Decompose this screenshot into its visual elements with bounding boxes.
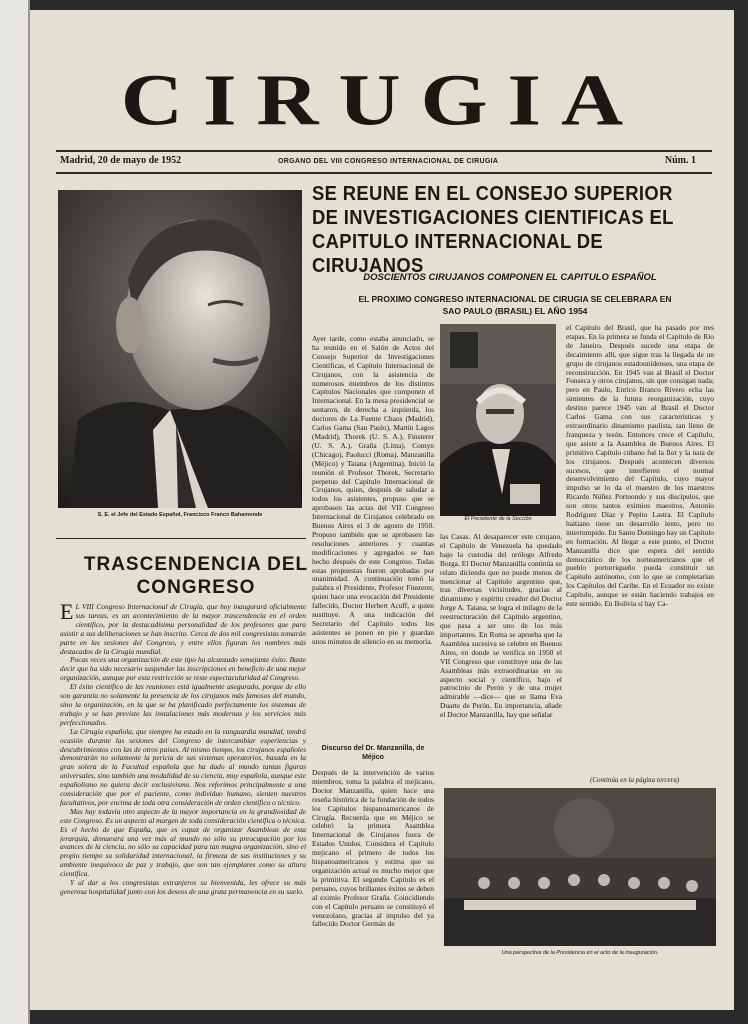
editorial-paragraph-2: Pocas veces una organización de este tipo ha alcanzado semejante éxito. Baste decir que ha sido necesario suspender las inscripciones en beneficio de una mejor organización, aunque por esta restricción se reste espectacularidad al Congreso. xyxy=(60,655,306,683)
newspaper-page xyxy=(30,10,734,1010)
manzanilla-subhead: Discurso del Dr. Manzanilla, de Méjico xyxy=(321,745,425,761)
editorial-title: TRASCENDENCIA DEL CONGRESO xyxy=(83,554,309,598)
dateline-date: Madrid, 20 de mayo de 1952 xyxy=(60,155,182,166)
franco-photo-caption: S. E. el Jefe del Estado Español, Francisco Franco Bahamonde xyxy=(97,512,263,518)
presidency-photo xyxy=(444,788,716,946)
lead-column-1b: Después de la intervención de varios miembros, toma la palabra el mejicano, Doctor Manzanilla, quien hace una reseña histórica de la fundación de todos los Capítulos hispanoamericanos de Cirugía. Recuerda que en Méjico se celebró la primera Asamblea Internacional de Cirujanos fuera de Estados Unidos. Considera el Capítulo mejicano el primero de todos los hispanoamericanos y estima que su organización actual es mucho mejor que la primitiva. El segundo Capítulo es el peruano, cuyos brillantes éxitos se deben al eximio Profesor Graña. Coincidiendo con el Capítulo peruano se constituyó el venezolano, gracias al impulso del ya fallecido Doctor Germán de xyxy=(312,769,434,929)
franco-portrait-photo xyxy=(58,190,302,508)
masthead-title: CIRUGIA xyxy=(120,59,644,141)
thorek-photo-caption: El Presidente de la Sección xyxy=(464,516,532,522)
dateline-organ: ORGANO DEL VIII CONGRESO INTERNACIONAL DE CIRUGIA xyxy=(278,158,499,165)
editorial-paragraph-5: Mas hay todavía otro aspecto de la mayor importancia en la grandiosidad de este Congreso. Es un aspecto al margen de toda consideración científica o técnica. Es el hecho de que España, que es capaz de organizar Asambleas de esta jerarquía, demuestra una vez más al mundo no sólo su preocupación por los avances de la ciencia, no sólo su capacidad para tan magna organización, sino el propio tiempo su solidaridad internacional, la firmeza de sus instituciones y su ambiente inequívoco de paz y trabajo, que son tan ejemplares como su altura científica. xyxy=(60,806,306,879)
lead-column-1: Ayer tarde, como estaba anunciado, se ha reunido en el Salón de Actos del Consejo Superior de Investigaciones Científicas, el Capítulo Internacional de Cirujanos, con la asistencia de numerosos miembros de los distintos Capítulos Nacionales que componen el Internacional. En la mesa presidencial se sentaron, de derecha a izquierda, los doctores de La Fuente Chaos (Madrid), Carlos Gama (San Paulo), Martín Lagos (Madrid), Thorek (U. S. A.), Finsterer (U. S. A.), Graña (Lima), Comyn (Chicago), Paolucci (Roma), Manzanilla (Méjico) y Taiana (Argentina). Inició la reunión el Profesor Thorek, Secretario perpetuo del Capítulo Internacional de Cirujanos, quien, después de saludar a todos los asistentes, propuso que se aprobasen las actas del VII Congreso Internacional de Cirujanos celebrado en Buenos Aires el 3 de agosto de 1950. Propuso también que se aprobasen las resoluciones anteriores y cuantas modificaciones y agregados se han hecho después de este Congreso. Todas estas propuestas fueron aprobadas por unanimidad. A continuación tomó la palabra el Presidente, Profesor Finsterer, quien hace una evocación del Presidente fallecido, Doctor Herbert Acuff, a quien sustituye. A una indicación del Secretario del Capítulo todos los asistentes se ponen en pie y guardan unos minutos de silencio en su memoria. xyxy=(312,335,434,646)
book-binding-edge xyxy=(0,0,30,1024)
lead-subhead-2: EL PROXIMO CONGRESO INTERNACIONAL DE CIRUGIA SE CELEBRARA EN SAO PAULO (BRASIL) EL AÑO 1954 xyxy=(358,294,672,316)
editorial-body xyxy=(60,603,306,981)
editorial-paragraph-4: La Cirugía española, que siempre ha estado en la vanguardia mundial, tendrá ocasión durante las sesiones del Congreso de intercambiar experiencias y descubrimientos con las de otros países. Al mismo tiempo, los cirujanos españoles demostrarán no solamente la pericia de sus sistemas operatorios, basada en la gran solera de la Facultad española que ha dado al mundo tantas figuras universales, sino también una modalidad de su ciencia, muy española, aunque este españolismo no quiera decir exclusivismo. Nos referimos principalmente a una consideración que por el paciente, como individuo humano, sienten nuestros facultativos, por encima de toda otra consideración de orden científico o técnico. xyxy=(60,726,306,807)
masthead-rule-top xyxy=(56,150,712,152)
lead-subhead-1: DOSCIENTOS CIRUJANOS COMPONEN EL CAPITULO ESPAÑOL xyxy=(363,272,657,283)
editorial-paragraph-1: L VIII Congreso Internacional de Cirugía, que hoy inaugurará oficialmente sus tareas, es un acontecimiento de la mayor trascendencia en el orden científico, por la destacadísima personalidad de los profesores que para asistir a sus deliberaciones se han inscrito. Cerca de dos mil congresistas tomarán parte en las sesiones del Congreso, y entre ellos figuran los nombres más destacados de la Cirugía mundial. xyxy=(60,603,306,656)
dateline-issue-number: Núm. 1 xyxy=(664,155,696,166)
masthead-rule-bottom xyxy=(56,172,712,174)
thorek-photo xyxy=(440,324,556,516)
editorial-paragraph-6: Y al dar a los congresistas extranjeros su bienvenida, les ofrece su más generosa hospitalidad junto con los deseos de una grata permanencia en su suelo. xyxy=(60,878,306,896)
lead-headline: SE REUNE EN EL CONSEJO SUPERIOR DE INVESTIGACIONES CIENTIFICAS EL CAPITULO INTERNACIONAL DE CIRUJANOS xyxy=(312,183,674,277)
presidency-photo-caption: Una perspectiva de la Presidencia en el acto de la inauguración. xyxy=(501,950,659,956)
editorial-dropcap: E xyxy=(60,603,74,624)
editorial-top-rule xyxy=(56,538,306,539)
editorial-paragraph-3: El éxito científico de las reuniones está igualmente asegurado, porque de ello son garantía no solamente la presencia de los cirujanos más famosos del mundo, sino la organización, en la que se ha planificado perfectamente los sistemas de trabajo y se han previsto las instalaciones más modernas y los servicios más perfeccionados. xyxy=(60,682,306,727)
lead-column-3: el Capítulo del Brasil, que ha pasado por tres etapas. En la primera se funda el Capítulo de Río de Janeiro. Después sucede una etapa de decaimiento allí, que sigue tras la llegada de un grupo de cirujanos estadounidenses, una etapa de reconstrucción. En 1945 van al Brasil el Doctor Fonseca y otros cirujanos, sin que consigan nada; pero en Paulo, Enrico Branco Rivero echa las simientes de la futura reorganización, cuyo destino parece 1945 van al Brasil el Doctor Carlos Gama con sus características y extraordinario dinamismo paulista, tan lleno de franqueza y tesón. Entonces crece el Capítulo, que asiste a la Asamblea de Buenos Aires. El primitivo Capítulo cubano fué la flor y la nata de los cirujanos. Después acontecen diversos sucesos, que interfieren el normal desenvolvimiento del Capítulo, cuyo mayor impulso se lo da el maestro de los maestros Ricardo Núñez Portuondo y sus discípulos, que son otros tantos eximios maestros, Antonio Rodríguez Díaz y Pepito Lastra. El Capítulo haitiano tiene un desarrollo lento, pero no interrumpido. En Santo Domingo hay un Capítulo en formación. Al llegar a este punto, el Doctor Manzanilla dice que espera del sentido democrático de los norteamericanos que el pueblo portorriqueño pueda constituir un Capítulo autónomo, con lo que se completarían los Capítulos del Caribe. En el Ecuador no existe Capítulo, aunque se están haciendo trabajos en este sentido. En Bolivia sí hay Ca- xyxy=(566,324,714,609)
lead-column-2: las Casas. Al desaparecer este cirujano, el Capítulo de Venezuela ha quedado bajo la custodia del urólogo Alfredo Borga. El Doctor Manzanilla continúa su relato diciendo que no puede menos de mencionar al Capítulo argentino que, tras diversas vicisitudes, gracias al dinamismo y espíritu creador del Doctor Jorge A. Taiana, se logra el milagro de la reestructuración del Capítulo argentino, que pasa a ser uno de los más importantes. En Roma se aprueba que la Asamblea sucesiva se celebre en Buenos Aires, en donde se verifica en 1950 el VII Congreso que constituye una de las Asambleas más extraordinarias en su aspecto social y científico, bajo el patrocinio de Perón y de una mujer admirable —dice— que se llama Eva Duarte de Perón. En importancia, añade el Doctor Manzanilla, hay que señalar xyxy=(440,533,562,720)
continued-notice: (Continúa en la página tercera) xyxy=(590,776,680,784)
